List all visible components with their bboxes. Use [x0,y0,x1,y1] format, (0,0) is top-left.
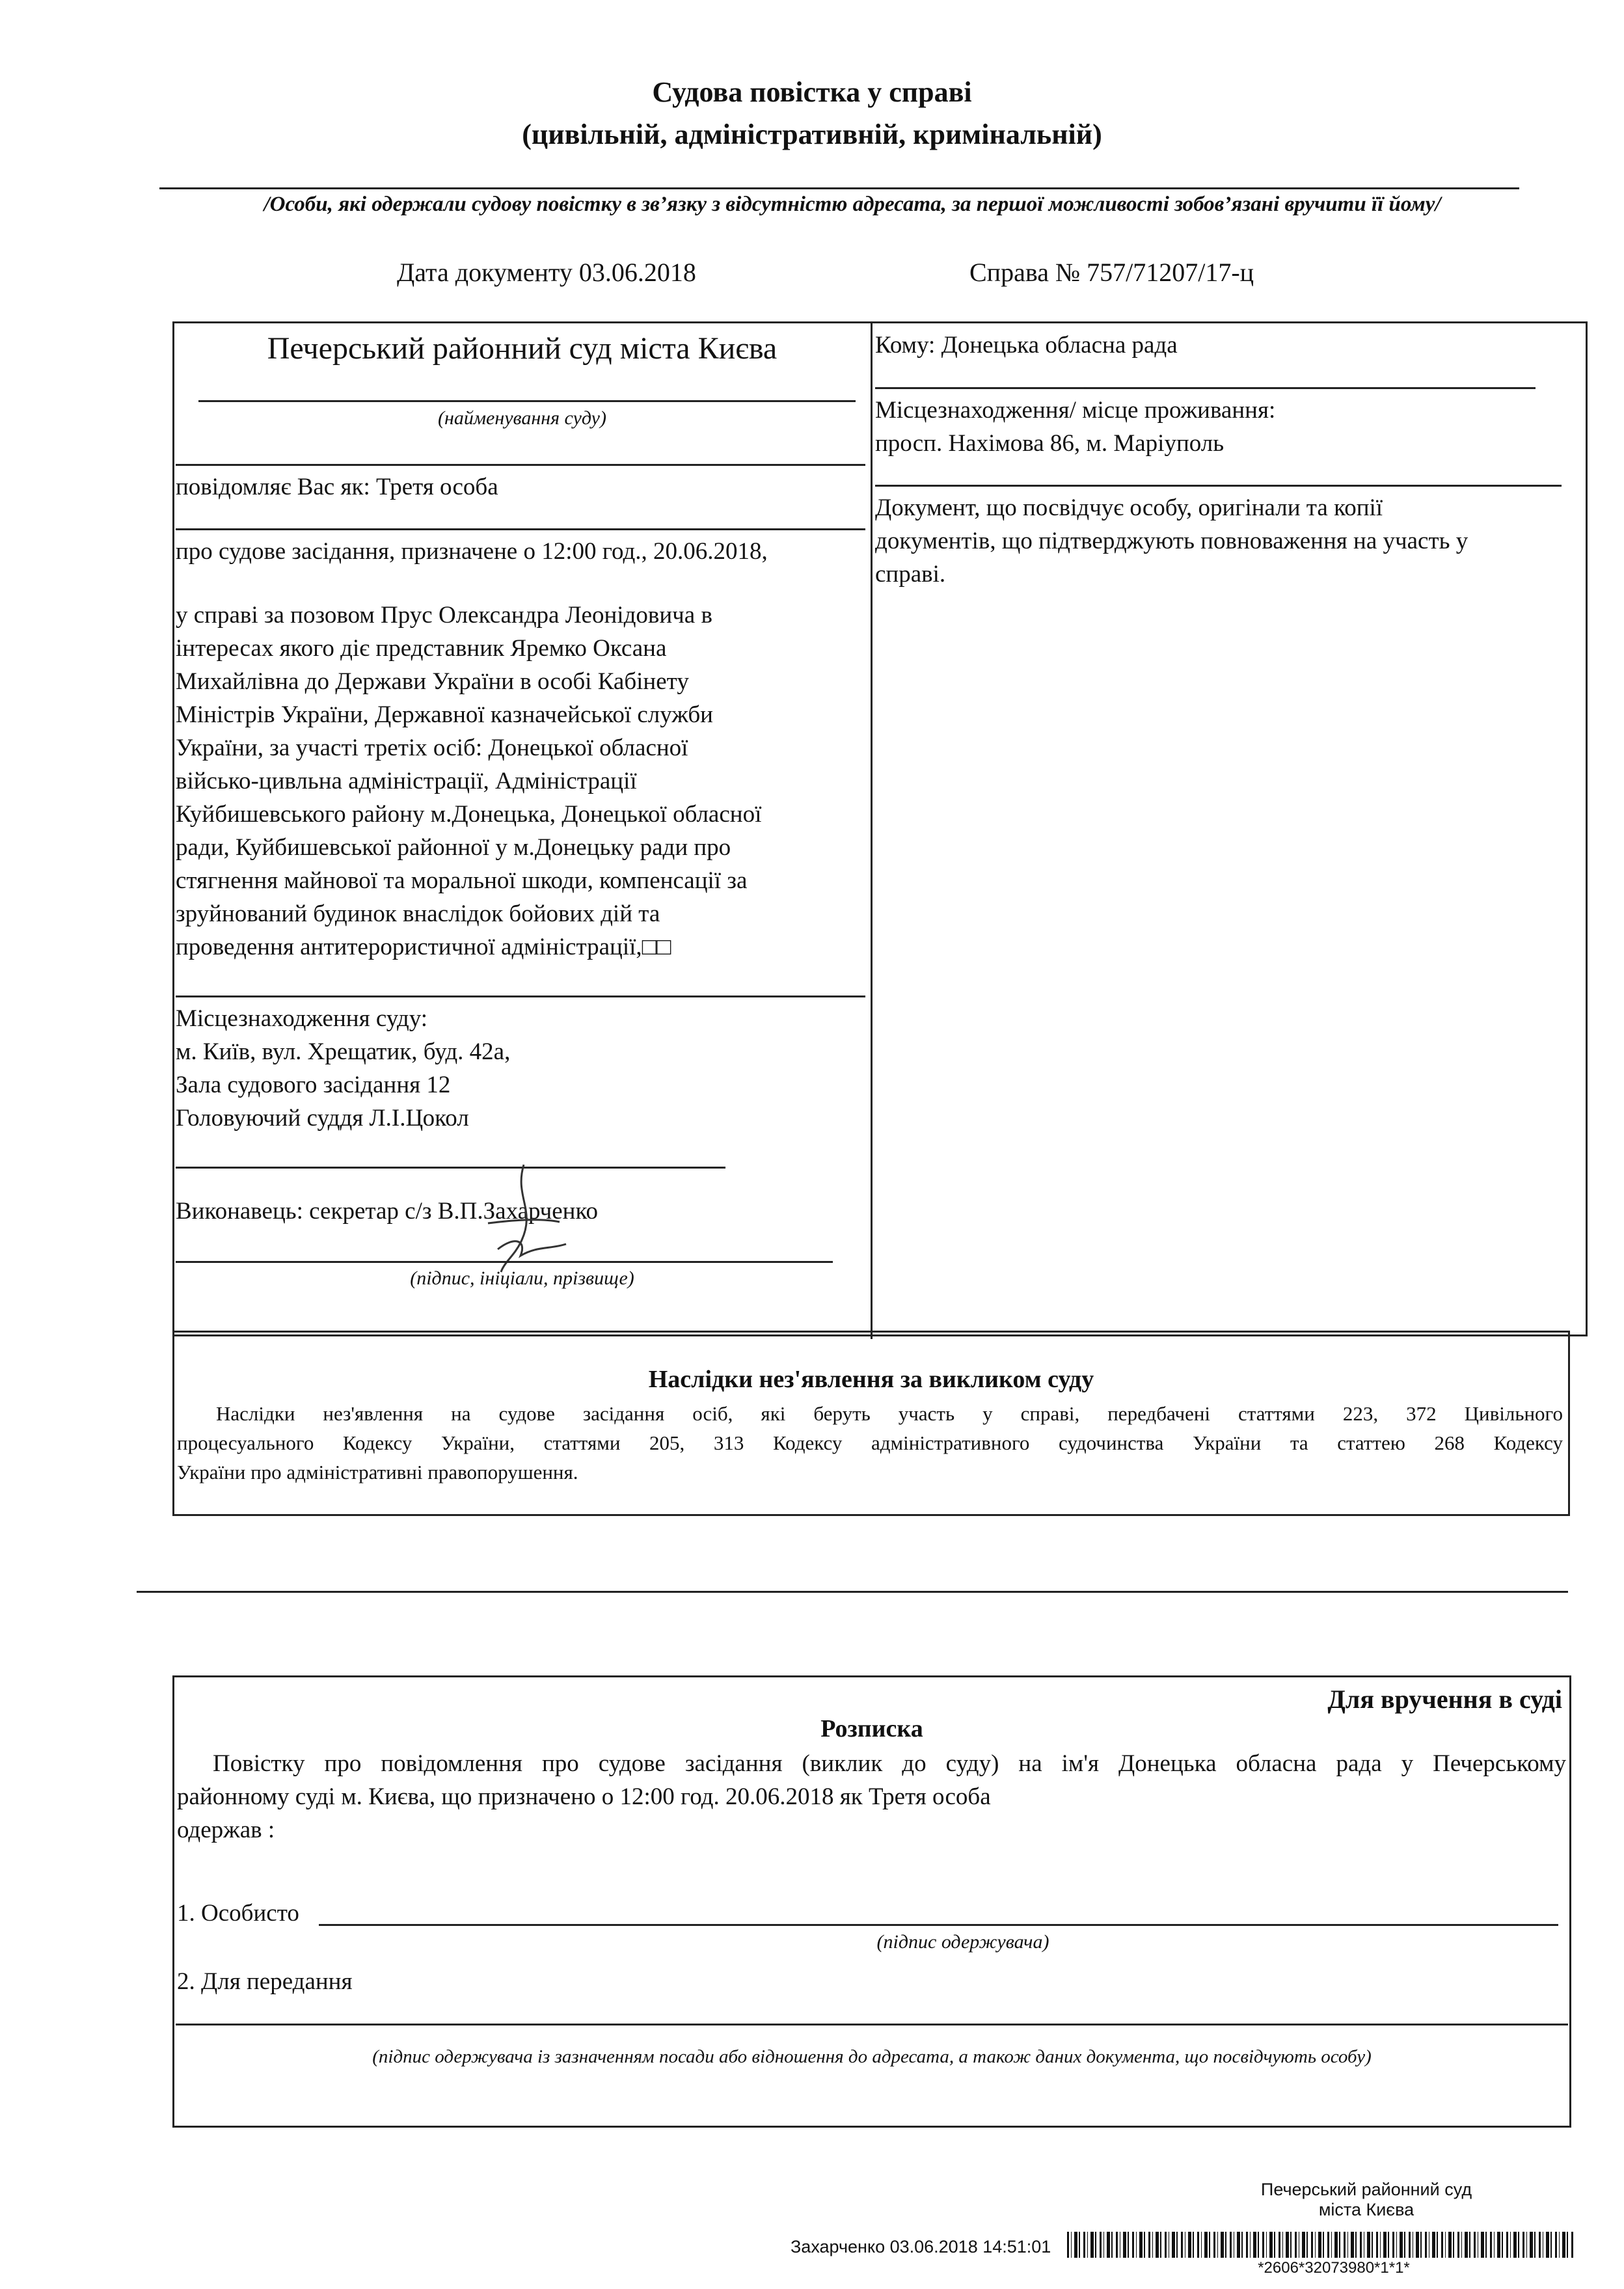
divider [875,387,1536,389]
footer-timestamp: Захарченко 03.06.2018 14:51:01 [791,2237,1051,2256]
case-line: військо-цивльна адміністрації, Адміністрації [176,768,637,794]
recipient: Кому: Донецька обласна рада [875,332,1178,359]
transfer-signature-line [176,2024,1568,2025]
required-documents-line: справі. [875,561,946,588]
case-line: Михайлівна до Держави України в особі Кабінету [176,668,689,695]
court-address: м. Київ, вул. Хрещатик, буд. 42а, [176,1038,511,1065]
consequences-text [177,1399,1563,1487]
case-line: зруйнований будинок внаслідок бойових дій та [176,901,660,927]
footer-court-line: міста Києва [1318,2200,1414,2219]
recipient-address: просп. Нахімова 86, м. Маріуполь [875,430,1225,457]
case-line: Міністрів України, Державної казначейської служби [176,701,713,728]
case-number: Справа № 757/71207/17-ц [969,258,1254,287]
address-label: Місцезнаходження/ місце проживання: [875,397,1276,424]
signature-caption: (підпис, ініціали, прізвище) [410,1267,634,1289]
case-line: ради, Куйбишевської районної у м.Донецьку ради про [176,834,731,861]
case-line: проведення антитерористичної адміністрації,□□ [176,934,671,960]
barcode-icon [1067,2232,1575,2258]
court-name: Печерський районний суд міста Києва [267,331,778,366]
document-date: Дата документу 03.06.2018 [397,258,696,287]
receipt-title: Розписка [820,1715,923,1742]
hearing-info: про судове засідання, призначене о 12:00 год., 20.06.2018, [176,538,768,565]
consequences-line: України про адміністративні правопорушення. [177,1461,578,1483]
transfer-signature-caption: (підпис одержувача із зазначенням посади або відношення до адресата, а також даних документа, що посвідчують особу) [372,2046,1372,2067]
case-line: Куйбишевського району м.Донецька, Донецької обласної [176,801,762,828]
divider [176,464,865,466]
executor: Виконавець: секретар с/з В.П.Захарченко [176,1198,599,1225]
case-line: у справі за позовом Прус Олександра Леонідовича в [176,602,712,629]
document-title: Судова повістка у справі [652,76,972,108]
required-documents-line: документів, що підтверджують повноваження на участь у [875,528,1468,554]
personal-signature-line [319,1924,1558,1926]
consequences-title: Наслідки нез'явлення за викликом суду [648,1366,1094,1393]
required-documents [875,491,1558,591]
presiding-judge: Головуючий суддя Л.І.Цокол [176,1105,469,1131]
court-location [176,1002,510,1135]
column-divider [871,321,873,1339]
divider [176,528,865,530]
consequences-line: Наслідки нез'явлення на судове засідання осіб, які беруть участь у справі, передбачені статтями 223, 372 Цивільного [216,1402,1563,1425]
court-name-line [198,400,856,402]
footer-court-line: Печерський районний суд [1260,2180,1472,2199]
case-line: інтересах якого діє представник Яремко Оксана [176,635,667,662]
recipient-signature-caption: (підпис одержувача) [876,1931,1049,1953]
document-subtitle: (цивільній, адміністративній, кримінальній) [522,118,1102,150]
consequences-line: процесуального Кодексу України, статтями 205, 313 Кодексу адміністративного судочинства України та статтею 268 Кодексу [177,1431,1563,1454]
divider [875,485,1562,487]
barcode-number: *2606*32073980*1*1* [1258,2259,1410,2277]
divider [176,1167,725,1169]
court-name-caption: (найменування суду) [438,407,606,429]
case-line: України, за участі третіх осіб: Донецької обласної [176,735,688,761]
transfer-label: 2. Для передання [177,1968,353,1995]
divider [176,996,865,997]
signature-icon [475,1158,573,1282]
case-description [176,599,865,964]
personally-label: 1. Особисто [177,1900,299,1927]
receipt-text [177,1747,1566,1847]
notifies-as: повідомляє Вас як: Третя особа [176,474,498,500]
received-label: одержав : [177,1817,275,1843]
signature-line [176,1261,833,1263]
footer-court-name [1204,2180,1529,2220]
receipt-line: районному суді м. Києва, що призначено о 12:00 год. 20.06.2018 як Третя особа [177,1783,991,1810]
court-hall: Зала судового засідання 12 [176,1072,451,1098]
receipt-line: Повістку про повідомлення про судове засідання (виклик до суду) на ім'я Донецька обласна рада у Печерському [213,1750,1566,1777]
divider [159,187,1519,189]
court-location-label: Місцезнаходження суду: [176,1005,428,1032]
required-documents-line: Документ, що посвідчує особу, оригінали та копії [875,494,1383,521]
case-line: стягнення майнової та моральної шкоди, компенсації за [176,867,748,894]
cut-line [137,1591,1568,1593]
for-court-label: Для вручення в суді [1327,1685,1562,1714]
persons-note: /Особи, які одержали судову повістку в зв’язку з відсутністю адресата, за першої можливості зобов’язані вручити її йому/ [264,193,1441,216]
